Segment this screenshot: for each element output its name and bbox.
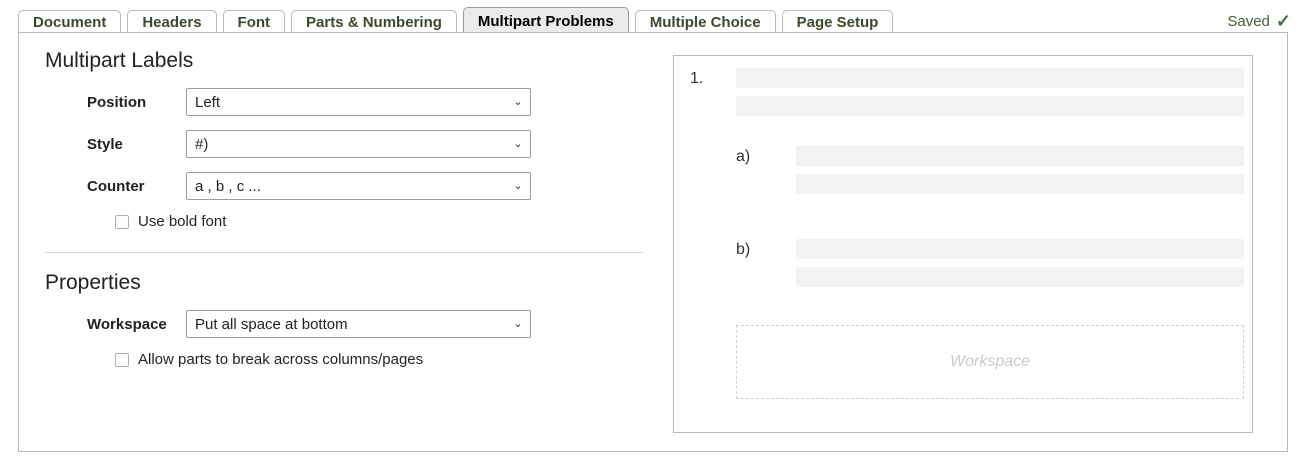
tab-document[interactable]: Document (18, 10, 121, 34)
tab-bar (18, 6, 1297, 34)
preview-workspace-label: Workspace (949, 353, 1031, 370)
use-bold-font-checkbox[interactable] (115, 215, 129, 229)
section-divider (45, 252, 643, 253)
chevron-down-icon: ⌄ (513, 317, 523, 330)
tab-font[interactable]: Font (223, 10, 285, 34)
field-counter (43, 169, 643, 203)
settings-panel (18, 32, 1288, 452)
field-workspace (43, 307, 643, 341)
preview-workspace-box (736, 325, 1244, 399)
workspace-label: Workspace (87, 315, 167, 333)
multipart-labels-heading: Multipart Labels (45, 49, 194, 72)
field-style (43, 127, 643, 161)
preview-pane (673, 55, 1253, 433)
preview-part-b-line-2 (796, 267, 1244, 287)
saved-status (1227, 11, 1297, 34)
saved-label: Saved (1227, 13, 1270, 30)
settings-column (43, 49, 643, 368)
preview-stem-line-2 (736, 96, 1244, 116)
chevron-down-icon: ⌄ (513, 95, 523, 108)
tab-parts-and-numbering[interactable]: Parts & Numbering (291, 10, 457, 34)
workspace-select[interactable] (186, 310, 531, 338)
position-label: Position (87, 93, 147, 111)
allow-parts-break-checkbox[interactable] (115, 353, 129, 367)
preview-question-number: 1. (690, 70, 704, 87)
position-value: Left (195, 93, 221, 111)
preview-part-a-line-1 (796, 146, 1244, 166)
preview-stem-line-1 (736, 68, 1244, 88)
workspace-value: Put all space at bottom (195, 315, 348, 333)
field-position (43, 85, 643, 119)
style-value: #) (195, 135, 209, 153)
tab-headers[interactable]: Headers (127, 10, 216, 34)
style-select[interactable] (186, 130, 531, 158)
counter-value: a , b , c ... (195, 177, 261, 195)
chevron-down-icon: ⌄ (513, 179, 523, 192)
allow-parts-break-row[interactable] (115, 351, 643, 368)
style-label: Style (87, 135, 123, 153)
use-bold-font-label: Use bold font (138, 213, 227, 230)
preview-part-a-line-2 (796, 174, 1244, 194)
preview-part-label-b: b) (736, 241, 751, 258)
position-select[interactable] (186, 88, 531, 116)
tab-multipart-problems[interactable]: Multipart Problems (463, 7, 629, 34)
counter-label: Counter (87, 177, 145, 195)
properties-section (43, 271, 643, 368)
tab-multiple-choice[interactable]: Multiple Choice (635, 10, 776, 34)
preview-part-b-line-1 (796, 239, 1244, 259)
counter-select[interactable] (186, 172, 531, 200)
preview-part-label-a: a) (736, 148, 751, 165)
properties-heading: Properties (45, 271, 141, 294)
chevron-down-icon: ⌄ (513, 137, 523, 150)
use-bold-font-row[interactable] (115, 213, 643, 230)
allow-parts-break-label: Allow parts to break across columns/pages (138, 351, 424, 368)
checkmark-icon: ✓ (1275, 11, 1291, 31)
tab-page-setup[interactable]: Page Setup (782, 10, 894, 34)
